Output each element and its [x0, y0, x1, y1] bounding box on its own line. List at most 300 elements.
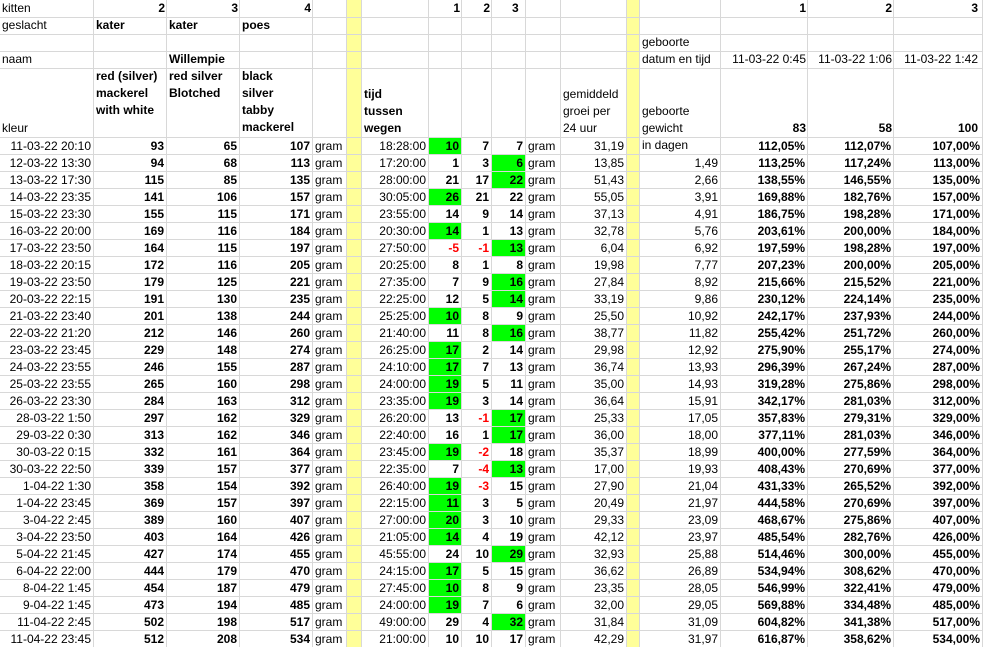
cell-percent-3: 455,00%	[932, 547, 980, 561]
cell-gain-3: 10	[509, 513, 523, 527]
cell-tijd: 23:35:00	[379, 394, 426, 408]
cell-weight-2: 198	[216, 615, 237, 629]
cell-weight-3: 485	[289, 598, 310, 612]
cell-weight-3: 135	[289, 173, 310, 187]
cell-gain-3: 18	[509, 445, 523, 459]
cell-weight-2: 160	[216, 377, 237, 391]
cell-weight-1: 169	[143, 224, 164, 238]
cell-weight-1: 229	[143, 343, 164, 357]
cell-weight-3: 171	[289, 207, 310, 221]
cell-gain-1: 29	[445, 615, 459, 629]
cell-weight-1: 339	[143, 462, 164, 476]
cell-gain-1: 14	[445, 207, 459, 221]
cell-percent-2: 270,69%	[843, 462, 891, 476]
cell-percent-1: 186,75%	[757, 207, 805, 221]
cell-unit: gram	[315, 139, 343, 153]
cell-weight-2: 164	[216, 530, 237, 544]
cell-gain-2: 1	[482, 258, 489, 272]
cell-gain-3: 29	[492, 546, 525, 562]
cell-tijd: 27:35:00	[379, 275, 426, 289]
cell-days: 21,04	[687, 479, 718, 493]
cell-unit: gram	[528, 394, 556, 408]
cell-percent-2: 200,00%	[843, 258, 891, 272]
cell-date: 29-03-22 0:30	[16, 428, 91, 442]
cell-weight-1: 389	[143, 513, 164, 527]
cell-tijd: 20:25:00	[379, 258, 426, 272]
geslacht-3: poes	[242, 18, 271, 32]
cell-gain-2: 3	[482, 496, 489, 510]
cell-date: 17-03-22 23:50	[9, 241, 91, 255]
cell-days: 23,09	[687, 513, 718, 527]
kitten-number-1: 2	[158, 1, 165, 15]
cell-average: 27,84	[593, 275, 624, 289]
cell-weight-2: 187	[216, 581, 237, 595]
cell-weight-2: 155	[216, 360, 237, 374]
cell-percent-3: 298,00%	[932, 377, 980, 391]
kitten-number-2: 3	[231, 1, 238, 15]
cell-gain-3: 15	[509, 564, 523, 578]
cell-percent-2: 281,03%	[843, 428, 891, 442]
cell-weight-3: 517	[289, 615, 310, 629]
cell-weight-2: 162	[216, 411, 237, 425]
cell-weight-2: 208	[216, 632, 237, 646]
cell-unit: gram	[528, 173, 556, 187]
cell-unit: gram	[528, 139, 556, 153]
cell-gain-2: 1	[482, 224, 489, 238]
cell-weight-1: 403	[143, 530, 164, 544]
cell-days: 15,91	[687, 394, 718, 408]
cell-percent-2: 270,69%	[843, 496, 891, 510]
cell-percent-2: 308,62%	[843, 564, 891, 578]
cell-tijd: 25:25:00	[379, 309, 426, 323]
cell-weight-2: 157	[216, 496, 237, 510]
cell-gain-1: 10	[429, 138, 461, 154]
cell-percent-3: 346,00%	[932, 428, 980, 442]
naam-3	[240, 51, 313, 68]
cell-percent-1: 546,99%	[757, 581, 805, 595]
cell-percent-2: 267,24%	[843, 360, 891, 374]
cell-unit: gram	[315, 530, 343, 544]
cell-weight-3: 244	[289, 309, 310, 323]
cell-weight-3: 470	[289, 564, 310, 578]
tijd-label: tijd tussen wegen	[364, 87, 403, 135]
cell-tijd: 24:15:00	[379, 564, 426, 578]
cell-gain-3: 17	[492, 410, 525, 426]
cell-unit: gram	[528, 496, 556, 510]
cell-gain-2: 3	[482, 513, 489, 527]
cell-tijd: 28:00:00	[379, 173, 426, 187]
cell-average: 6,04	[600, 241, 624, 255]
cell-percent-2: 281,03%	[843, 394, 891, 408]
cell-gain-2: 21	[475, 190, 489, 204]
cell-percent-2: 275,86%	[843, 513, 891, 527]
cell-percent-1: 275,90%	[757, 343, 805, 357]
cell-days: 31,09	[687, 615, 718, 629]
cell-gain-3: 22	[509, 190, 523, 204]
cell-gain-2: 5	[482, 564, 489, 578]
cell-weight-1: 369	[143, 496, 164, 510]
cell-gain-2: 5	[482, 292, 489, 306]
cell-weight-2: 125	[216, 275, 237, 289]
cell-gain-3: 16	[492, 274, 525, 290]
cell-percent-3: 171,00%	[932, 207, 980, 221]
cell-weight-1: 265	[143, 377, 164, 391]
right-number-3: 3	[971, 1, 978, 15]
cell-weight-2: 138	[216, 309, 237, 323]
cell-percent-1: 255,42%	[757, 326, 805, 340]
cell-unit: gram	[315, 292, 343, 306]
cell-gain-2: 9	[482, 275, 489, 289]
cell-average: 25,33	[593, 411, 624, 425]
cell-gain-2: -1	[478, 241, 489, 255]
cell-gain-3: 17	[509, 632, 523, 646]
cell-gain-2: 10	[475, 632, 489, 646]
cell-date: 30-03-22 22:50	[9, 462, 91, 476]
cell-weight-1: 94	[150, 156, 164, 170]
cell-percent-2: 275,86%	[843, 377, 891, 391]
cell-gain-1: 17	[429, 359, 461, 375]
cell-gain-3: 15	[509, 479, 523, 493]
cell-percent-2: 282,76%	[843, 530, 891, 544]
cell-tijd: 21:40:00	[379, 326, 426, 340]
cell-gain-3: 7	[516, 139, 523, 153]
cell-weight-2: 116	[217, 258, 237, 272]
cell-unit: gram	[528, 309, 556, 323]
kleur-1: red (silver) mackerel with white	[96, 69, 158, 117]
cell-unit: gram	[315, 615, 343, 629]
cell-percent-3: 470,00%	[932, 564, 980, 578]
cell-date: 11-04-22 2:45	[17, 615, 91, 629]
geslacht-label: geslacht	[2, 18, 47, 32]
cell-average: 19,98	[593, 258, 624, 272]
cell-gain-3: 11	[510, 377, 523, 391]
cell-unit: gram	[528, 258, 556, 272]
cell-gain-2: 1	[482, 428, 489, 442]
naam-1	[94, 51, 167, 68]
cell-percent-3: 184,00%	[932, 224, 980, 238]
cell-unit: gram	[528, 377, 556, 391]
cell-date: 15-03-22 23:30	[9, 207, 91, 221]
cell-percent-3: 364,00%	[932, 445, 980, 459]
cell-weight-1: 332	[143, 445, 164, 459]
cell-percent-2: 112,07%	[844, 139, 891, 153]
cell-days: 11,82	[688, 326, 718, 340]
cell-tijd: 27:45:00	[379, 581, 426, 595]
geboorte-gewicht-3: 100	[957, 121, 978, 135]
cell-gain-2: 7	[482, 598, 489, 612]
geboorte-datum-1: 11-03-22 0:45	[732, 52, 806, 66]
cell-tijd: 26:25:00	[379, 343, 426, 357]
cell-days: 18,00	[687, 428, 718, 442]
cell-average: 13,85	[593, 156, 624, 170]
cell-date: 13-03-22 17:30	[9, 173, 91, 187]
cell-date: 8-04-22 1:45	[22, 581, 91, 595]
cell-weight-3: 426	[289, 530, 310, 544]
kitten-label: kitten	[2, 1, 31, 15]
cell-percent-2: 251,72%	[843, 326, 891, 340]
cell-average: 35,37	[593, 445, 624, 459]
cell-weight-1: 115	[144, 173, 164, 187]
cell-gain-1: 21	[445, 173, 459, 187]
cell-weight-3: 205	[289, 258, 310, 272]
cell-gain-3: 16	[492, 325, 525, 341]
cell-days: 14,93	[687, 377, 718, 391]
kleur-label: kleur	[2, 121, 29, 135]
cell-weight-1: 212	[143, 326, 164, 340]
cell-gain-3: 17	[492, 427, 525, 443]
kitten-number-3: 4	[304, 1, 311, 15]
cell-tijd: 30:05:00	[379, 190, 426, 204]
cell-percent-2: 224,14%	[843, 292, 891, 306]
cell-gain-1: 10	[429, 308, 461, 324]
cell-percent-2: 198,28%	[843, 241, 891, 255]
cell-average: 38,77	[593, 326, 624, 340]
cell-percent-3: 113,00%	[933, 156, 980, 170]
cell-unit: gram	[315, 445, 343, 459]
cell-unit: gram	[315, 394, 343, 408]
cell-percent-2: 215,52%	[843, 275, 891, 289]
cell-unit: gram	[315, 411, 343, 425]
cell-percent-3: 479,00%	[932, 581, 980, 595]
cell-gain-1: 26	[429, 189, 461, 205]
row-line	[0, 34, 983, 35]
cell-average: 55,05	[593, 190, 624, 204]
cell-percent-1: 604,82%	[757, 615, 805, 629]
cell-gain-2: 2	[482, 343, 489, 357]
cell-days: 21,97	[687, 496, 718, 510]
cell-percent-2: 237,93%	[843, 309, 891, 323]
cell-weight-2: 154	[216, 479, 237, 493]
cell-gain-1: 19	[429, 478, 461, 494]
cell-date: 16-03-22 20:00	[9, 224, 91, 238]
cell-percent-1: 514,46%	[757, 547, 805, 561]
cell-gain-2: 4	[482, 530, 489, 544]
cell-percent-2: 117,24%	[844, 156, 891, 170]
cell-unit: gram	[528, 428, 556, 442]
cell-tijd: 23:55:00	[379, 207, 426, 221]
cell-weight-2: 115	[217, 207, 237, 221]
cell-date: 11-04-22 23:45	[10, 632, 91, 646]
cell-date: 3-04-22 2:45	[22, 513, 91, 527]
cell-tijd: 26:40:00	[379, 479, 426, 493]
cell-weight-3: 235	[289, 292, 310, 306]
cell-unit: gram	[528, 513, 556, 527]
cell-gain-3: 13	[492, 240, 525, 256]
cell-weight-2: 161	[216, 445, 237, 459]
cell-gain-1: 19	[429, 393, 461, 409]
cell-unit: gram	[528, 292, 556, 306]
cell-unit: gram	[315, 598, 343, 612]
cell-unit: gram	[528, 156, 556, 170]
cell-gain-2: -4	[478, 462, 489, 476]
cell-tijd: 22:25:00	[379, 292, 426, 306]
cell-weight-2: 194	[216, 598, 237, 612]
cell-unit: gram	[315, 275, 343, 289]
cell-tijd: 24:10:00	[379, 360, 426, 374]
cell-percent-1: 616,87%	[757, 632, 805, 646]
cell-percent-1: 113,25%	[758, 156, 805, 170]
cell-percent-2: 300,00%	[843, 547, 891, 561]
cell-days: 6,92	[694, 241, 718, 255]
cell-weight-1: 179	[143, 275, 164, 289]
cell-unit: gram	[528, 275, 556, 289]
cell-unit: gram	[528, 615, 556, 629]
cell-percent-3: 260,00%	[932, 326, 980, 340]
cell-percent-2: 358,62%	[843, 632, 891, 646]
cell-gain-2: 17	[475, 173, 489, 187]
cell-days: 29,05	[687, 598, 718, 612]
cell-weight-3: 287	[289, 360, 310, 374]
cell-days: 9,86	[694, 292, 718, 306]
cell-days: 25,88	[687, 547, 718, 561]
cell-unit: gram	[528, 241, 556, 255]
cell-days: 7,77	[694, 258, 718, 272]
cell-percent-1: 408,43%	[757, 462, 805, 476]
cell-average: 23,35	[593, 581, 624, 595]
cell-unit: gram	[315, 241, 343, 255]
cell-weight-3: 346	[289, 428, 310, 442]
cell-gain-1: 19	[429, 444, 461, 460]
cell-weight-3: 312	[289, 394, 310, 408]
cell-average: 27,90	[593, 479, 624, 493]
cell-percent-3: 157,00%	[932, 190, 980, 204]
cell-weight-1: 444	[143, 564, 164, 578]
cell-percent-3: 107,00%	[932, 139, 980, 153]
cell-gain-3: 14	[509, 394, 523, 408]
cell-average: 37,13	[593, 207, 624, 221]
cell-weight-1: 201	[143, 309, 164, 323]
cell-unit: gram	[315, 258, 343, 272]
geslacht-1: kater	[96, 18, 125, 32]
cell-gain-1: 17	[429, 342, 461, 358]
cell-days: 2,66	[694, 173, 718, 187]
geboorte-datum-label: geboorte datum en tijd	[642, 35, 711, 66]
cell-gain-2: 3	[482, 156, 489, 170]
cell-unit: gram	[315, 343, 343, 357]
cell-days: 12,92	[687, 343, 718, 357]
cell-date: 19-03-22 23:50	[9, 275, 91, 289]
cell-weight-1: 284	[143, 394, 164, 408]
cell-unit: gram	[315, 564, 343, 578]
cell-unit: gram	[528, 326, 556, 340]
gain-number-1: 1	[453, 1, 460, 15]
cell-average: 29,33	[593, 513, 624, 527]
cell-tijd: 45:55:00	[379, 547, 426, 561]
cell-gain-1: 7	[452, 462, 459, 476]
cell-days: 4,91	[694, 207, 718, 221]
cell-percent-3: 392,00%	[932, 479, 980, 493]
cell-gain-2: 8	[482, 309, 489, 323]
cell-percent-1: 242,17%	[757, 309, 805, 323]
right-number-2: 2	[885, 1, 892, 15]
cell-average: 17,00	[593, 462, 624, 476]
cell-percent-3: 205,00%	[932, 258, 980, 272]
cell-gain-2: 3	[482, 394, 489, 408]
cell-days: 5,76	[694, 224, 718, 238]
cell-unit: gram	[528, 462, 556, 476]
cell-tijd: 21:00:00	[379, 632, 426, 646]
geboorte-gewicht-1: 83	[792, 121, 806, 135]
cell-weight-2: 157	[216, 462, 237, 476]
cell-tijd: 20:30:00	[379, 224, 426, 238]
cell-percent-3: 517,00%	[932, 615, 980, 629]
geboorte-datum-3: 11-03-22 1:42	[904, 52, 978, 66]
cell-days: 19,93	[687, 462, 718, 476]
cell-unit: gram	[528, 224, 556, 238]
cell-percent-2: 334,48%	[843, 598, 891, 612]
cell-date: 18-03-22 20:15	[9, 258, 91, 272]
cell-average: 33,19	[593, 292, 624, 306]
cell-percent-2: 279,31%	[843, 411, 891, 425]
geboorte-datum-2: 11-03-22 1:06	[818, 52, 892, 66]
cell-weight-3: 197	[289, 241, 310, 255]
cell-date: 23-03-22 23:45	[9, 343, 91, 357]
cell-date: 21-03-22 23:40	[9, 309, 91, 323]
cell-gain-2: 8	[482, 326, 489, 340]
cell-days: 10,92	[687, 309, 718, 323]
cell-weight-1: 358	[143, 479, 164, 493]
cell-date: 20-03-22 22:15	[9, 292, 91, 306]
cell-gain-1: 12	[445, 292, 459, 306]
cell-gain-2: 7	[482, 139, 489, 153]
cell-percent-2: 146,55%	[843, 173, 891, 187]
cell-date: 28-03-22 1:50	[16, 411, 91, 425]
cell-weight-1: 191	[143, 292, 164, 306]
cell-unit: gram	[528, 564, 556, 578]
cell-weight-2: 116	[217, 224, 237, 238]
cell-gain-2: 5	[482, 377, 489, 391]
cell-tijd: 24:00:00	[379, 598, 426, 612]
cell-percent-1: 138,55%	[757, 173, 805, 187]
cell-weight-3: 184	[289, 224, 310, 238]
cell-weight-2: 130	[216, 292, 237, 306]
cell-unit: gram	[315, 207, 343, 221]
cell-gain-1: 10	[445, 632, 459, 646]
cell-percent-3: 426,00%	[932, 530, 980, 544]
cell-average: 36,62	[593, 564, 624, 578]
cell-unit: gram	[528, 343, 556, 357]
cell-gain-2: 7	[482, 360, 489, 374]
cell-date: 25-03-22 23:55	[9, 377, 91, 391]
gemiddeld-label: gemiddeld groei per 24 uur	[563, 87, 619, 135]
cell-average: 32,00	[593, 598, 624, 612]
cell-tijd: 18:28:00	[379, 139, 426, 153]
cell-gain-3: 14	[509, 343, 523, 357]
cell-weight-3: 329	[289, 411, 310, 425]
cell-gain-3: 13	[492, 461, 525, 477]
cell-unit: gram	[315, 513, 343, 527]
right-number-1: 1	[799, 1, 806, 15]
cell-gain-1: 11	[446, 326, 459, 340]
cell-percent-1: 431,33%	[757, 479, 805, 493]
cell-gain-3: 6	[492, 155, 525, 171]
gain-number-2: 2	[483, 1, 490, 15]
cell-unit: gram	[528, 632, 556, 646]
cell-weight-3: 260	[289, 326, 310, 340]
cell-average: 31,84	[593, 615, 624, 629]
cell-weight-2: 85	[223, 173, 237, 187]
cell-average: 29,98	[593, 343, 624, 357]
cell-weight-1: 164	[143, 241, 164, 255]
cell-unit: gram	[315, 156, 343, 170]
cell-tijd: 23:45:00	[379, 445, 426, 459]
cell-unit: gram	[315, 326, 343, 340]
cell-gain-3: 9	[516, 581, 523, 595]
cell-days: 1,49	[694, 156, 718, 170]
cell-gain-1: 10	[429, 580, 461, 596]
cell-gain-1: 19	[429, 376, 461, 392]
cell-days: 26,89	[687, 564, 718, 578]
